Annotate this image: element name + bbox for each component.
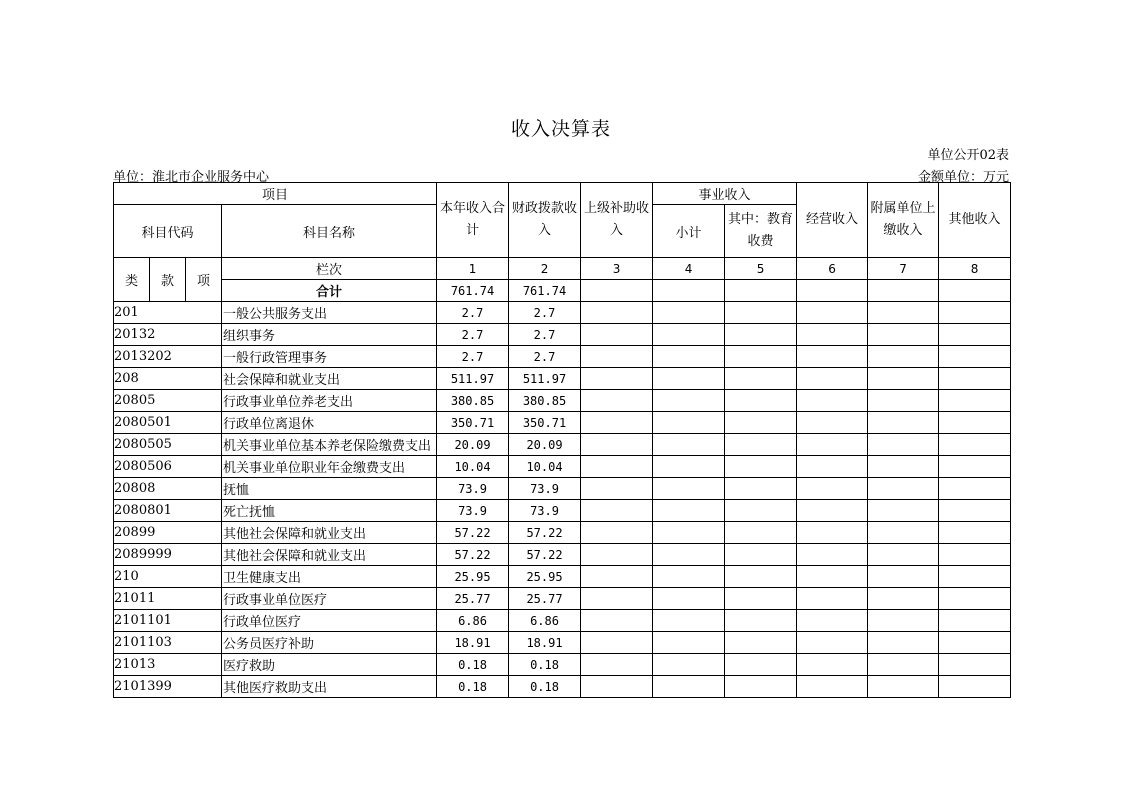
empty-cell (581, 456, 653, 478)
fiscal-value: 25.77 (509, 588, 581, 610)
subject-code: 21011 (114, 588, 222, 610)
total-row (114, 280, 1011, 302)
col-number: 3 (581, 258, 653, 280)
col-number: 8 (939, 258, 1011, 280)
empty-cell (581, 324, 653, 346)
fiscal-value: 2.7 (509, 324, 581, 346)
fiscal-value: 6.86 (509, 610, 581, 632)
empty-cell (797, 324, 868, 346)
empty-cell (868, 324, 939, 346)
total-income-value: 25.95 (437, 566, 509, 588)
table-row (114, 654, 1011, 676)
empty-cell (797, 632, 868, 654)
unit-label: 单位：淮北市企业服务中心 (113, 170, 270, 185)
empty-cell (797, 412, 868, 434)
total-income-value: 57.22 (437, 522, 509, 544)
empty-cell (868, 632, 939, 654)
empty-cell (725, 588, 797, 610)
fiscal-value: 20.09 (509, 434, 581, 456)
header-subtotal: 小计 (653, 205, 725, 258)
subject-code: 210 (114, 566, 222, 588)
empty-cell (725, 456, 797, 478)
empty-cell (725, 654, 797, 676)
total-income-value: 2.7 (437, 324, 509, 346)
fiscal-value: 25.95 (509, 566, 581, 588)
header-xiang: 项 (186, 258, 222, 302)
total-income-value: 0.18 (437, 676, 509, 698)
empty-cell (797, 566, 868, 588)
empty-cell (868, 610, 939, 632)
subject-name: 其他社会保障和就业支出 (222, 544, 437, 566)
subject-name: 医疗救助 (222, 654, 437, 676)
empty-cell (939, 324, 1011, 346)
fiscal-value: 18.91 (509, 632, 581, 654)
total-income-value: 380.85 (437, 390, 509, 412)
empty-cell (797, 368, 868, 390)
total-income-value: 20.09 (437, 434, 509, 456)
subject-name: 机关事业单位基本养老保险缴费支出 (222, 434, 437, 456)
total-income-value: 73.9 (437, 478, 509, 500)
subject-name: 抚恤 (222, 478, 437, 500)
total-income-value: 2.7 (437, 346, 509, 368)
col-number: 7 (868, 258, 939, 280)
subject-code: 21013 (114, 654, 222, 676)
subject-code: 2080505 (114, 434, 222, 456)
table-row (114, 610, 1011, 632)
subject-code: 2013202 (114, 346, 222, 368)
empty-cell (581, 302, 653, 324)
empty-cell (939, 654, 1011, 676)
subject-code: 2101399 (114, 676, 222, 698)
empty-cell (797, 434, 868, 456)
empty-cell (939, 676, 1011, 698)
empty-cell (581, 346, 653, 368)
empty-cell (797, 302, 868, 324)
fiscal-value: 57.22 (509, 522, 581, 544)
empty-cell (725, 368, 797, 390)
empty-cell (939, 434, 1011, 456)
form-id: 单位公开02表 (927, 148, 1009, 163)
page-title: 收入决算表 (510, 118, 611, 140)
col-number: 5 (725, 258, 797, 280)
fiscal-value: 10.04 (509, 456, 581, 478)
fiscal-value: 2.7 (509, 346, 581, 368)
fiscal-value: 0.18 (509, 654, 581, 676)
fiscal-value: 380.85 (509, 390, 581, 412)
table-row (114, 522, 1011, 544)
empty-cell (939, 632, 1011, 654)
table-row (114, 632, 1011, 654)
empty-cell (653, 588, 725, 610)
empty-cell (581, 610, 653, 632)
total-income-value: 2.7 (437, 302, 509, 324)
empty-cell (939, 478, 1011, 500)
empty-cell (653, 412, 725, 434)
header-total-income: 本年收入合计 (437, 183, 509, 258)
empty-cell (797, 544, 868, 566)
empty-cell (653, 544, 725, 566)
empty-cell (797, 610, 868, 632)
empty-cell (581, 566, 653, 588)
col-number: 2 (509, 258, 581, 280)
empty-cell (868, 522, 939, 544)
subject-code: 2089999 (114, 544, 222, 566)
empty-cell (797, 522, 868, 544)
table-row (114, 412, 1011, 434)
total-income-value: 10.04 (437, 456, 509, 478)
empty-cell (939, 456, 1011, 478)
empty-cell (653, 676, 725, 698)
empty-cell (653, 522, 725, 544)
empty-cell (868, 676, 939, 698)
income-table (113, 182, 1011, 698)
table-row (114, 346, 1011, 368)
table-row (114, 588, 1011, 610)
empty-cell (725, 412, 797, 434)
table-row (114, 478, 1011, 500)
total-income-value: 0.18 (437, 654, 509, 676)
header-upper-subsidy: 上级补助收入 (581, 183, 653, 258)
empty-cell (725, 544, 797, 566)
empty-cell (868, 434, 939, 456)
subject-code: 2080501 (114, 412, 222, 434)
empty-cell (725, 302, 797, 324)
empty-cell (868, 456, 939, 478)
total-income-value: 18.91 (437, 632, 509, 654)
empty-cell (725, 324, 797, 346)
table-row (114, 544, 1011, 566)
empty-cell (653, 324, 725, 346)
subject-name: 社会保障和就业支出 (222, 368, 437, 390)
empty-cell (653, 368, 725, 390)
empty-cell (725, 566, 797, 588)
empty-cell (653, 566, 725, 588)
empty-cell (939, 566, 1011, 588)
subject-name: 行政单位医疗 (222, 610, 437, 632)
fiscal-value: 73.9 (509, 500, 581, 522)
empty-cell (939, 368, 1011, 390)
fiscal-value: 0.18 (509, 676, 581, 698)
empty-cell (653, 632, 725, 654)
empty-cell (581, 522, 653, 544)
table-row (114, 676, 1011, 698)
subject-name: 行政事业单位养老支出 (222, 390, 437, 412)
table-row (114, 302, 1011, 324)
empty-cell (725, 390, 797, 412)
total-income-value: 6.86 (437, 610, 509, 632)
empty-cell (581, 544, 653, 566)
empty-cell (868, 654, 939, 676)
empty-cell (653, 456, 725, 478)
empty-cell (653, 390, 725, 412)
empty-cell (939, 302, 1011, 324)
empty-cell (797, 588, 868, 610)
empty-cell (581, 390, 653, 412)
table-row (114, 390, 1011, 412)
table-row (114, 368, 1011, 390)
header-column-order: 栏次 (222, 258, 437, 280)
empty-cell (939, 390, 1011, 412)
fiscal-value: 350.71 (509, 412, 581, 434)
empty-cell (581, 368, 653, 390)
table-row (114, 456, 1011, 478)
total-income-value: 350.71 (437, 412, 509, 434)
empty-cell (653, 654, 725, 676)
table-row (114, 324, 1011, 346)
subject-code: 2080506 (114, 456, 222, 478)
empty-cell (797, 500, 868, 522)
empty-cell (939, 610, 1011, 632)
header-other: 其他收入 (939, 183, 1011, 258)
empty-cell (868, 390, 939, 412)
subject-name: 其他社会保障和就业支出 (222, 522, 437, 544)
empty-cell (725, 676, 797, 698)
empty-cell (797, 456, 868, 478)
table-row (114, 434, 1011, 456)
empty-cell (868, 346, 939, 368)
empty-cell (581, 500, 653, 522)
empty-cell (653, 346, 725, 368)
empty-cell (939, 346, 1011, 368)
empty-cell (725, 522, 797, 544)
subject-name: 行政单位离退休 (222, 412, 437, 434)
total-income-value: 25.77 (437, 588, 509, 610)
header-subject-name: 科目名称 (222, 205, 437, 258)
amount-unit-label: 金额单位：万元 (917, 170, 1009, 185)
empty-cell (725, 632, 797, 654)
total-label: 合计 (222, 280, 437, 302)
empty-cell (653, 500, 725, 522)
empty-cell (797, 390, 868, 412)
subject-code: 20808 (114, 478, 222, 500)
header-subject-code: 科目代码 (114, 205, 222, 258)
header-business-income: 事业收入 (653, 183, 797, 205)
subject-name: 一般行政管理事务 (222, 346, 437, 368)
empty-cell (939, 544, 1011, 566)
empty-cell (868, 566, 939, 588)
empty-cell (653, 434, 725, 456)
header-kuan: 款 (150, 258, 186, 302)
empty-cell (868, 302, 939, 324)
empty-cell (581, 478, 653, 500)
empty-cell (939, 500, 1011, 522)
empty-cell (581, 632, 653, 654)
empty-cell (797, 654, 868, 676)
empty-cell (939, 588, 1011, 610)
empty-cell (868, 500, 939, 522)
subject-name: 卫生健康支出 (222, 566, 437, 588)
table-row (114, 500, 1011, 522)
header-lei: 类 (114, 258, 150, 302)
fiscal-value: 511.97 (509, 368, 581, 390)
subject-code: 20899 (114, 522, 222, 544)
empty-cell (725, 500, 797, 522)
header-education-fee: 其中：教育收费 (725, 205, 797, 258)
subject-name: 机关事业单位职业年金缴费支出 (222, 456, 437, 478)
col-number: 1 (437, 258, 509, 280)
empty-cell (725, 478, 797, 500)
subject-name: 其他医疗救助支出 (222, 676, 437, 698)
total-income-value: 73.9 (437, 500, 509, 522)
empty-cell (581, 654, 653, 676)
total-income-value: 57.22 (437, 544, 509, 566)
subject-code: 2080801 (114, 500, 222, 522)
empty-cell (653, 478, 725, 500)
empty-cell (939, 522, 1011, 544)
header-operating: 经营收入 (797, 183, 868, 258)
col-number: 4 (653, 258, 725, 280)
subject-name: 死亡抚恤 (222, 500, 437, 522)
empty-cell (797, 346, 868, 368)
total-income-value: 511.97 (437, 368, 509, 390)
empty-cell (797, 478, 868, 500)
subject-name: 一般公共服务支出 (222, 302, 437, 324)
subject-name: 公务员医疗补助 (222, 632, 437, 654)
empty-cell (581, 588, 653, 610)
subject-name: 行政事业单位医疗 (222, 588, 437, 610)
empty-cell (653, 302, 725, 324)
empty-cell (868, 368, 939, 390)
empty-cell (725, 346, 797, 368)
subject-code: 20132 (114, 324, 222, 346)
header-fiscal: 财政拨款收入 (509, 183, 581, 258)
empty-cell (797, 676, 868, 698)
empty-cell (868, 544, 939, 566)
empty-cell (868, 478, 939, 500)
fiscal-value: 57.22 (509, 544, 581, 566)
total-fiscal-value: 761.74 (509, 280, 581, 302)
subject-code: 208 (114, 368, 222, 390)
fiscal-value: 73.9 (509, 478, 581, 500)
empty-cell (653, 610, 725, 632)
subject-name: 组织事务 (222, 324, 437, 346)
header-project: 项目 (114, 183, 437, 205)
empty-cell (581, 434, 653, 456)
subject-code: 2101101 (114, 610, 222, 632)
subject-code: 20805 (114, 390, 222, 412)
header-affiliated: 附属单位上缴收入 (868, 183, 939, 258)
empty-cell (939, 412, 1011, 434)
subject-code: 2101103 (114, 632, 222, 654)
table-row (114, 566, 1011, 588)
empty-cell (581, 412, 653, 434)
empty-cell (868, 588, 939, 610)
fiscal-value: 2.7 (509, 302, 581, 324)
empty-cell (725, 610, 797, 632)
total-income-value: 761.74 (437, 280, 509, 302)
empty-cell (581, 676, 653, 698)
col-number: 6 (797, 258, 868, 280)
empty-cell (868, 412, 939, 434)
empty-cell (725, 434, 797, 456)
subject-code: 201 (114, 302, 222, 324)
